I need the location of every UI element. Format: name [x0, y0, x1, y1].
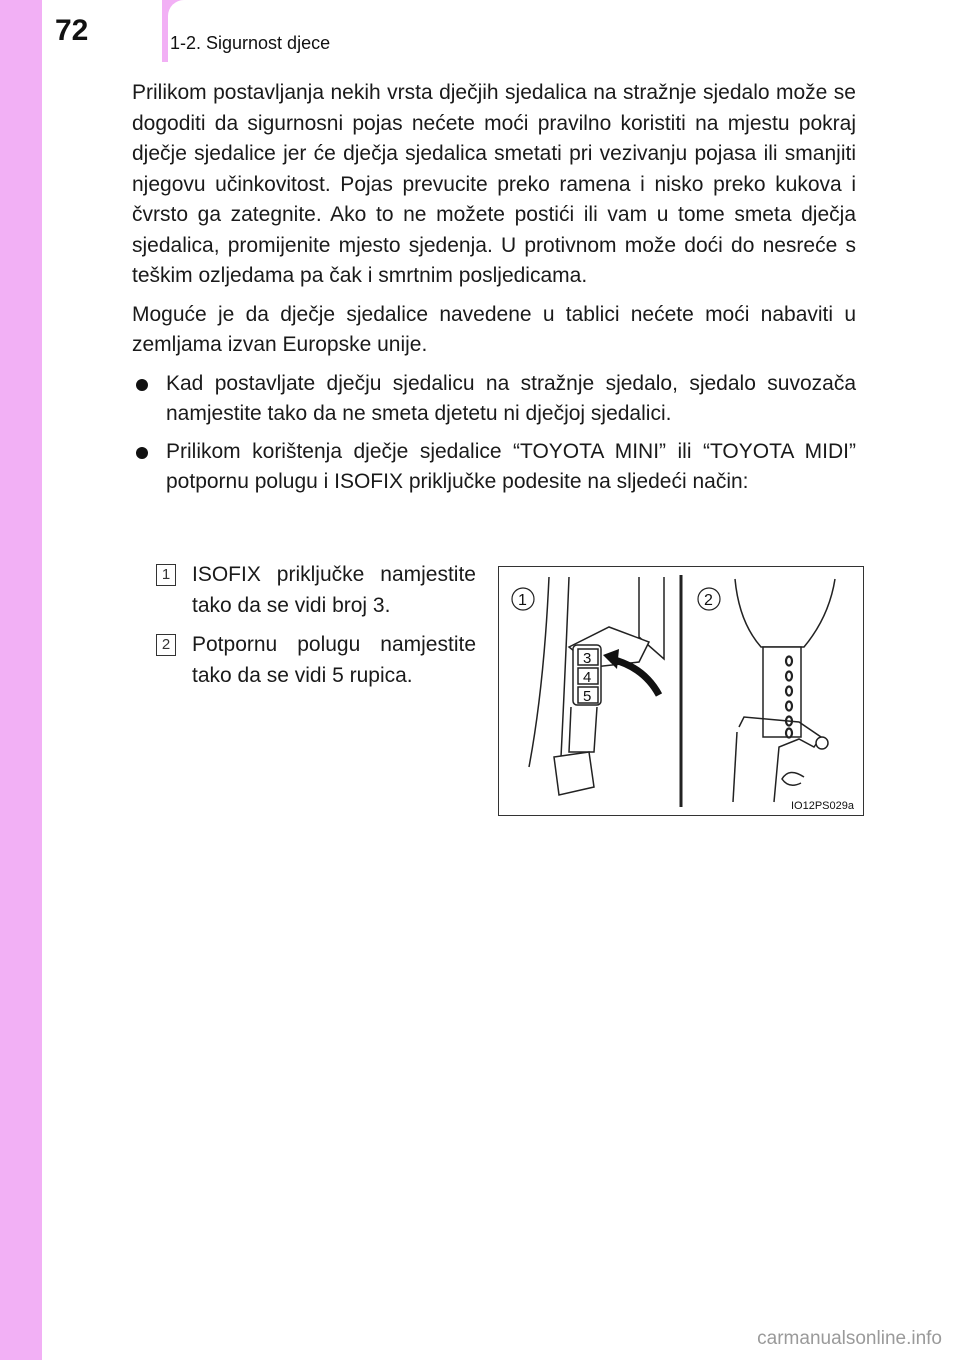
pointer-arrow-icon — [611, 659, 659, 695]
main-content — [132, 78, 856, 505]
step-list — [156, 560, 476, 700]
latch-tip — [554, 752, 594, 795]
digit-4: 4 — [583, 669, 592, 686]
bullet-item — [132, 437, 856, 498]
bullet-icon — [136, 447, 148, 459]
callout-2: 2 — [704, 592, 713, 609]
support-leg — [763, 647, 801, 737]
leg-knob — [816, 737, 828, 749]
bullet-item — [132, 369, 856, 430]
section-title: 1-2. Sigurnost djece — [170, 33, 331, 53]
page-number: 72 — [55, 14, 89, 47]
step-item — [156, 630, 476, 691]
figure-code: IO12PS029a — [791, 800, 854, 812]
step-number: 1 — [156, 564, 176, 586]
bullet-text: Prilikom korištenja dječje sjedalice “TOYOTA MINI” ili “TOYOTA MIDI” potpornu polugu i ISOFIX priključke podesite na sljedeći način: — [166, 439, 856, 493]
digit-3: 3 — [583, 650, 592, 667]
leg-clip — [782, 772, 804, 785]
seat-edge-line — [561, 577, 569, 757]
illustration-drawing — [499, 567, 863, 815]
callout-1: 1 — [518, 592, 527, 609]
latch-body — [569, 707, 597, 752]
bullet-text: Kad postavljate dječju sjedalicu na stražnje sjedalo, sjedalo suvozača namjestite tako da ne smeta djetetu ni dječjoj sjedalici. — [166, 371, 856, 425]
paragraph: Moguće je da dječje sjedalice navedene u tablici nećete moći nabaviti u zemljama izvan Europske unije. — [132, 302, 856, 356]
step-text: ISOFIX priključke namjestite tako da se vidi broj 3. — [192, 563, 476, 617]
bullet-icon — [136, 379, 148, 391]
step-text: Potpornu polugu namjestite tako da se vidi 5 rupica. — [192, 633, 476, 687]
isofix-illustration — [498, 566, 864, 816]
leg-base-line — [733, 732, 737, 802]
paragraph: Prilikom postavljanja nekih vrsta dječjih sjedalica na stražnje sjedalo može se dogoditi da sigurnosni pojas nećete moći pravilno koristiti na mjestu pokraj dječje sjedalice jer će dječja sjedalica smetati pri vezivanju pojasa ili smanjiti njegovu učinkovitost. Pojas prevucite preko ramena i nisko preko kukova i čvrsto ga zategnite. Ako to ne možete postići ili vam u tome smeta dječja sjedalica, promijenite mjesto sjedenja. U protivnom može doći do nesreće s teškim ozljedama pa čak i smrtnim posljedicama. — [132, 81, 856, 287]
digit-5: 5 — [583, 688, 592, 705]
step-number: 2 — [156, 634, 176, 656]
step-item — [156, 560, 476, 621]
side-color-bar — [0, 0, 42, 1360]
watermark: carmanualsonline.info — [757, 1328, 942, 1349]
leg-top — [735, 579, 835, 647]
